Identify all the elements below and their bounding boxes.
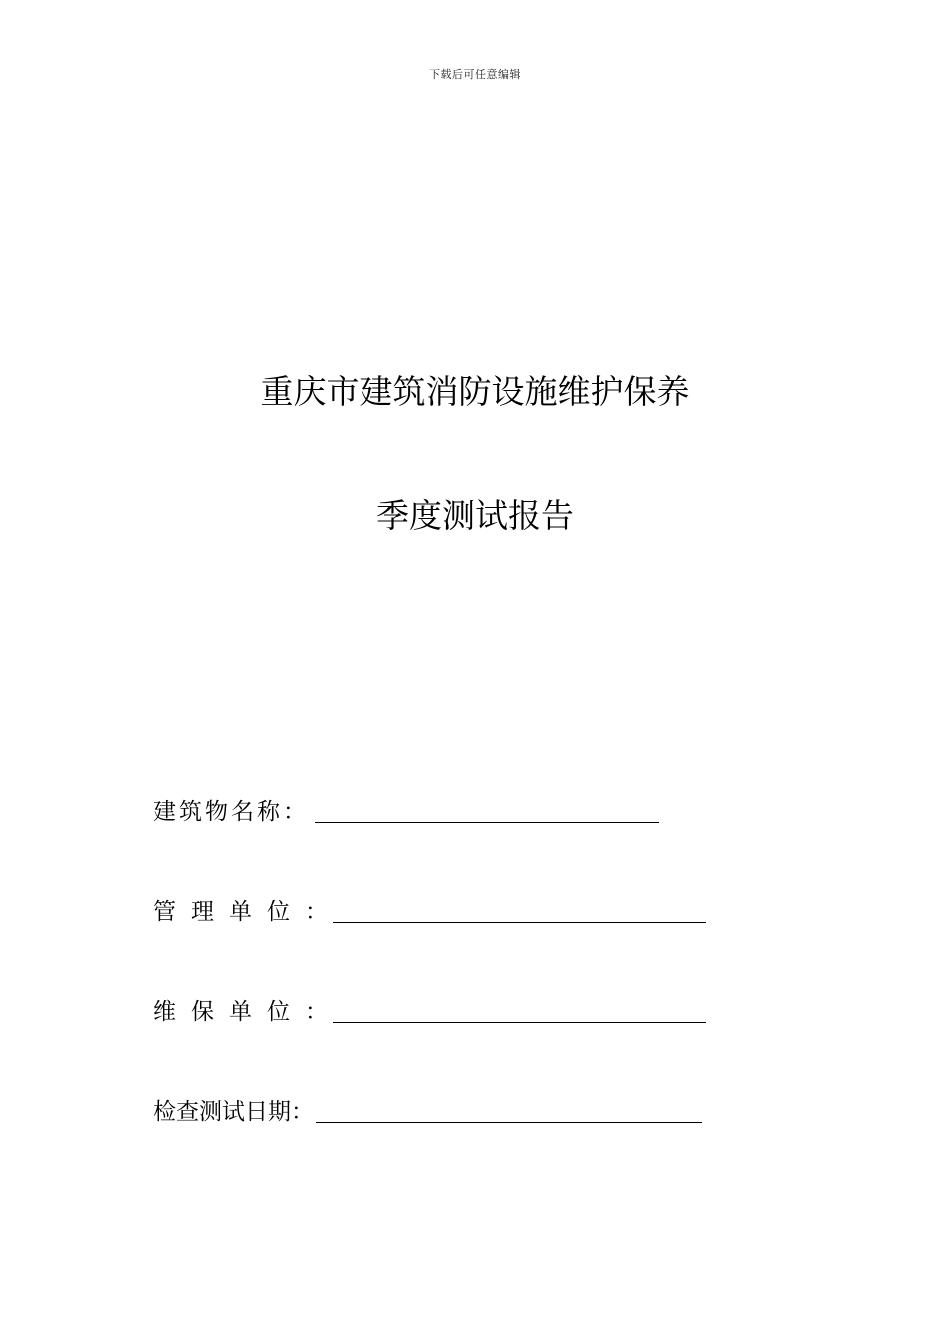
management-unit-blank[interactable] [333, 900, 706, 923]
maintenance-unit-field [153, 994, 706, 1026]
management-unit-field [153, 894, 706, 926]
header-note: 下载后可任意编辑 [429, 68, 521, 81]
inspection-date-label: 检查测试日期： [153, 1099, 314, 1125]
building-name-label: 建筑物名称： [153, 799, 309, 825]
maintenance-unit-blank[interactable] [333, 1000, 706, 1023]
report-title-line-2: 季度测试报告 [376, 496, 574, 535]
building-name-field [153, 794, 659, 826]
maintenance-unit-label: 维保单位： [153, 999, 343, 1025]
inspection-date-field [153, 1094, 702, 1126]
management-unit-label: 管理单位： [153, 899, 343, 925]
inspection-date-blank[interactable] [316, 1100, 702, 1123]
building-name-blank[interactable] [315, 800, 659, 823]
report-title-line-1: 重庆市建筑消防设施维护保养 [260, 372, 690, 411]
